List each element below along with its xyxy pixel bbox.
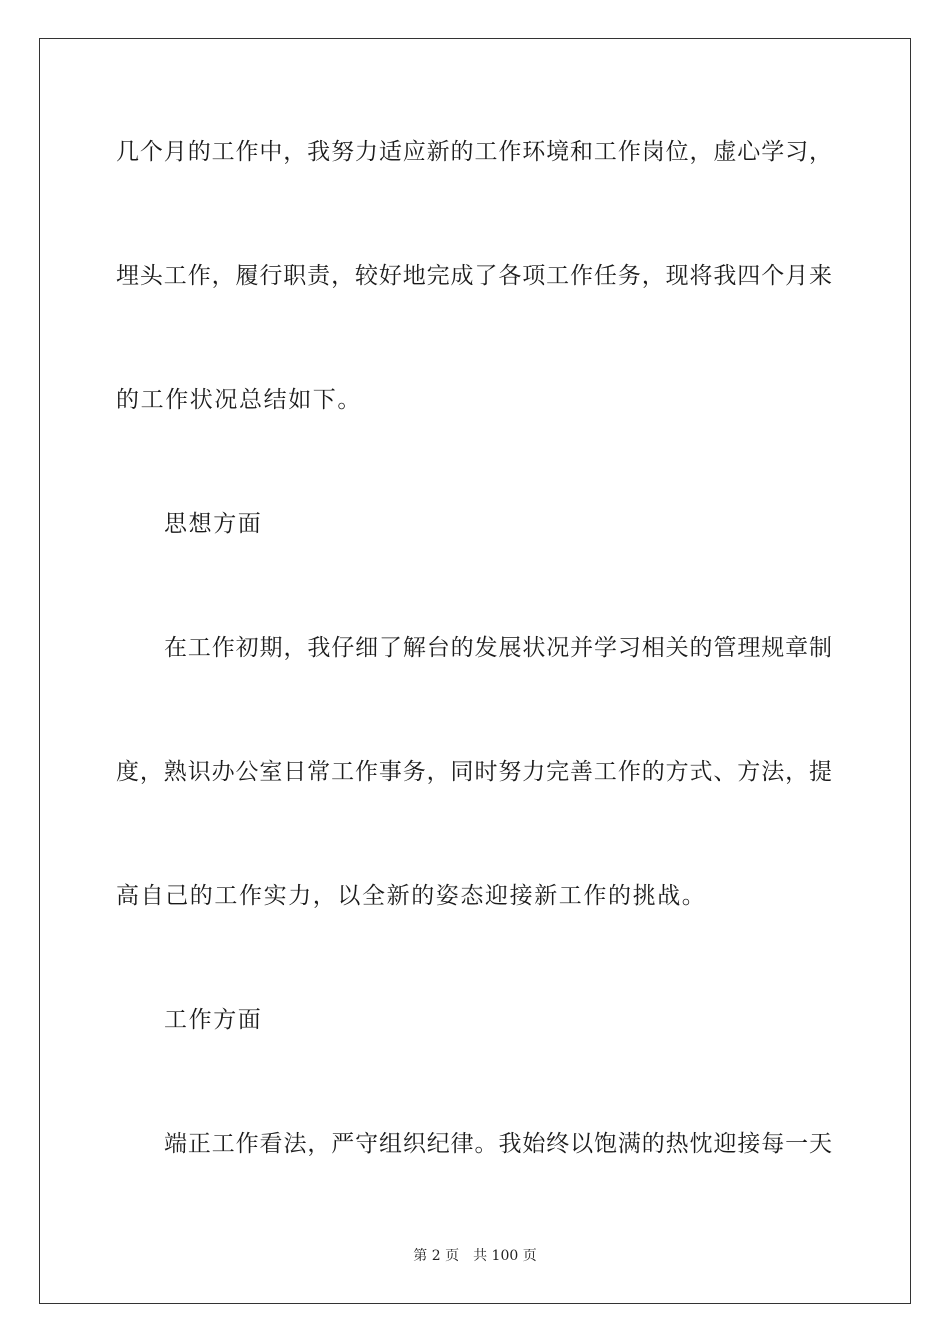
page-number-footer: 第 2 页 共 100 页 xyxy=(413,1248,537,1264)
body-line-1: 几个月的工作中，我努力适应新的工作环境和工作岗位，虚心学习， xyxy=(116,139,832,165)
page-border xyxy=(39,38,911,1304)
section-heading-work: 工作方面 xyxy=(164,1007,263,1033)
body-line-6: 度，熟识办公室日常工作事务，同时努力完善工作的方式、方法，提 xyxy=(116,759,832,785)
body-line-5: 在工作初期，我仔细了解台的发展状况并学习相关的管理规章制 xyxy=(164,635,832,661)
body-line-9: 端正工作看法，严守组织纪律。我始终以饱满的热忱迎接每一天 xyxy=(164,1131,832,1157)
body-line-3: 的工作状况总结如下。 xyxy=(116,387,362,413)
section-heading-thought: 思想方面 xyxy=(164,511,263,537)
body-line-2: 埋头工作，履行职责，较好地完成了各项工作任务，现将我四个月来 xyxy=(116,263,832,289)
body-line-7: 高自己的工作实力，以全新的姿态迎接新工作的挑战。 xyxy=(116,883,707,909)
